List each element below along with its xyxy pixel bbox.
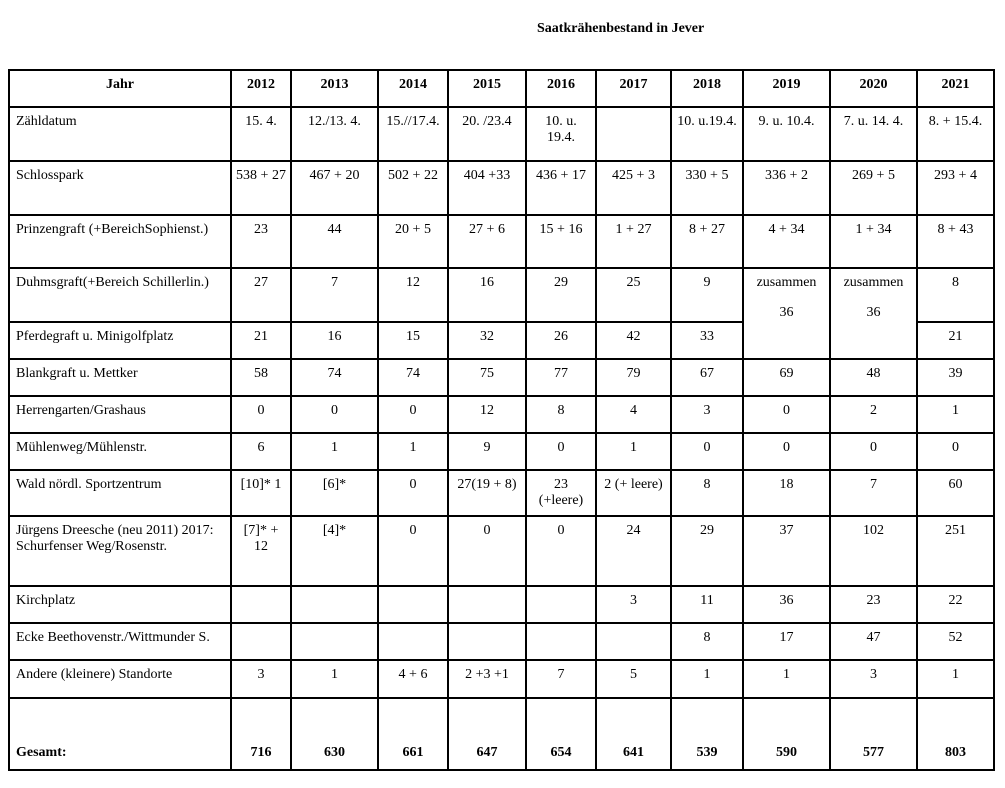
- table-cell: [596, 107, 671, 161]
- header-year: 2019: [743, 70, 830, 107]
- table-cell: 336 + 2: [743, 161, 830, 215]
- table-cell: 3: [596, 586, 671, 623]
- table-cell: 502 + 22: [378, 161, 448, 215]
- table-cell: 79: [596, 359, 671, 396]
- total-cell: 803: [917, 698, 994, 770]
- table-cell: [378, 623, 448, 660]
- table-cell: 15.//17.4.: [378, 107, 448, 161]
- table-cell: 24: [596, 516, 671, 586]
- total-cell: 641: [596, 698, 671, 770]
- merged-cell: [743, 268, 830, 359]
- table-cell: [526, 623, 596, 660]
- table-cell: 20 + 5: [378, 215, 448, 269]
- table-cell: 12./13. 4.: [291, 107, 378, 161]
- table-cell: 74: [378, 359, 448, 396]
- table-row: [9, 470, 994, 515]
- header-year: 2015: [448, 70, 526, 107]
- table-cell: 404 +33: [448, 161, 526, 215]
- table-cell: [4]*: [291, 516, 378, 586]
- table-cell: 17: [743, 623, 830, 660]
- table-cell: 29: [526, 268, 596, 322]
- table-cell: [7]* + 12: [231, 516, 291, 586]
- table-cell: 27(19 + 8): [448, 470, 526, 515]
- table-cell: 2 +3 +1: [448, 660, 526, 697]
- total-cell: 647: [448, 698, 526, 770]
- page-title: Saatkrähenbestand in Jever: [537, 21, 705, 36]
- table-cell: 26: [526, 322, 596, 359]
- table-cell: 20. /23.4: [448, 107, 526, 161]
- table-cell: 0: [448, 516, 526, 586]
- table-cell: 8: [671, 470, 743, 515]
- table-cell: 0: [231, 396, 291, 433]
- total-cell: 716: [231, 698, 291, 770]
- table-cell: 44: [291, 215, 378, 269]
- table-cell: 0: [830, 433, 917, 470]
- table-row: [9, 433, 994, 470]
- table-cell: 1: [596, 433, 671, 470]
- row-label: Zähldatum: [9, 107, 231, 161]
- row-label: Ecke Beethovenstr./Wittmunder S.: [9, 623, 231, 660]
- row-label: Mühlenweg/Mühlenstr.: [9, 433, 231, 470]
- table-cell: 1: [291, 660, 378, 697]
- table-cell: [291, 586, 378, 623]
- table-cell: 3: [671, 396, 743, 433]
- row-label: Wald nördl. Sportzentrum: [9, 470, 231, 515]
- total-cell: 590: [743, 698, 830, 770]
- table-cell: 0: [743, 433, 830, 470]
- table-cell: 21: [917, 322, 994, 359]
- table-cell: 12: [448, 396, 526, 433]
- table-cell: 0: [743, 396, 830, 433]
- table-cell: 0: [917, 433, 994, 470]
- table-cell: 7. u. 14. 4.: [830, 107, 917, 161]
- table-cell: 7: [291, 268, 378, 322]
- row-label: Kirchplatz: [9, 586, 231, 623]
- header-year: 2016: [526, 70, 596, 107]
- table-cell: 8: [917, 268, 994, 322]
- merged-value: 36: [779, 305, 794, 321]
- table-cell: 8 + 27: [671, 215, 743, 269]
- table-cell: 67: [671, 359, 743, 396]
- table-row: [9, 215, 994, 269]
- header-year: 2012: [231, 70, 291, 107]
- table-cell: 9. u. 10.4.: [743, 107, 830, 161]
- table-cell: 18: [743, 470, 830, 515]
- table-cell: 2 (+ leere): [596, 470, 671, 515]
- table-cell: 9: [671, 268, 743, 322]
- table-cell: 33: [671, 322, 743, 359]
- table-cell: 0: [291, 396, 378, 433]
- table-cell: 3: [231, 660, 291, 697]
- row-label: Pferdegraft u. Minigolfplatz: [9, 322, 231, 359]
- table-cell: [596, 623, 671, 660]
- merged-word: zusammen: [843, 275, 904, 291]
- total-cell: 577: [830, 698, 917, 770]
- total-cell: 539: [671, 698, 743, 770]
- table-cell: 25: [596, 268, 671, 322]
- table-cell: 27 + 6: [448, 215, 526, 269]
- table-cell: 10. u.19.4.: [671, 107, 743, 161]
- table-cell: 2: [830, 396, 917, 433]
- table-cell: 1: [378, 433, 448, 470]
- table-cell: 1 + 27: [596, 215, 671, 269]
- header-year: 2014: [378, 70, 448, 107]
- table-cell: 74: [291, 359, 378, 396]
- table-row: [9, 268, 994, 322]
- table-cell: 37: [743, 516, 830, 586]
- table-cell: 77: [526, 359, 596, 396]
- header-year: 2018: [671, 70, 743, 107]
- table-cell: 15. 4.: [231, 107, 291, 161]
- table-row: [9, 516, 994, 586]
- table-cell: 16: [448, 268, 526, 322]
- table-row: [9, 623, 994, 660]
- merged-cell: [830, 268, 917, 359]
- table-cell: 22: [917, 586, 994, 623]
- table-cell: 52: [917, 623, 994, 660]
- table-cell: 4: [596, 396, 671, 433]
- merged-value: 36: [866, 305, 881, 321]
- row-label: Schlosspark: [9, 161, 231, 215]
- table-cell: [10]* 1: [231, 470, 291, 515]
- table-cell: 0: [378, 516, 448, 586]
- table-cell: 32: [448, 322, 526, 359]
- table-cell: 293 + 4: [917, 161, 994, 215]
- table-cell: 27: [231, 268, 291, 322]
- table-cell: 0: [526, 433, 596, 470]
- table-cell: 3: [830, 660, 917, 697]
- table-cell: 8. + 15.4.: [917, 107, 994, 161]
- table-cell: 1: [743, 660, 830, 697]
- table-cell: 15: [378, 322, 448, 359]
- table-cell: 8: [671, 623, 743, 660]
- table-cell: 8: [526, 396, 596, 433]
- total-cell: 661: [378, 698, 448, 770]
- table-cell: 29: [671, 516, 743, 586]
- table-cell: 1: [291, 433, 378, 470]
- table-cell: 11: [671, 586, 743, 623]
- table-cell: 4 + 6: [378, 660, 448, 697]
- total-row: [9, 698, 994, 770]
- table-cell: 6: [231, 433, 291, 470]
- table-cell: 75: [448, 359, 526, 396]
- row-label: Prinzengraft (+BereichSophienst.): [9, 215, 231, 269]
- table-cell: 1: [917, 396, 994, 433]
- table-row: [9, 359, 994, 396]
- table-cell: 36: [743, 586, 830, 623]
- data-table: [8, 69, 995, 771]
- table-cell: 425 + 3: [596, 161, 671, 215]
- table-cell: 39: [917, 359, 994, 396]
- table-cell: 0: [671, 433, 743, 470]
- header-year: 2013: [291, 70, 378, 107]
- table-cell: 48: [830, 359, 917, 396]
- table-cell: 10. u. 19.4.: [526, 107, 596, 161]
- table-row: [9, 396, 994, 433]
- merged-word: zusammen: [756, 275, 817, 291]
- row-label: Jürgens Dreesche (neu 2011) 2017: Schurfenser Weg/Rosenstr.: [9, 516, 231, 586]
- row-label: Duhmsgraft(+Bereich Schillerlin.): [9, 268, 231, 322]
- row-label: Herrengarten/Grashaus: [9, 396, 231, 433]
- table-cell: [448, 623, 526, 660]
- total-label: Gesamt:: [9, 698, 231, 770]
- total-cell: 630: [291, 698, 378, 770]
- table-cell: [231, 586, 291, 623]
- header-jahr: Jahr: [9, 70, 231, 107]
- table-cell: 8 + 43: [917, 215, 994, 269]
- table-cell: 467 + 20: [291, 161, 378, 215]
- table-cell: 538 + 27: [231, 161, 291, 215]
- table-cell: [526, 586, 596, 623]
- table-cell: 1: [917, 660, 994, 697]
- table-cell: 5: [596, 660, 671, 697]
- table-cell: [231, 623, 291, 660]
- row-label: Andere (kleinere) Standorte: [9, 660, 231, 697]
- table-cell: 16: [291, 322, 378, 359]
- header-year: 2021: [917, 70, 994, 107]
- table-cell: 330 + 5: [671, 161, 743, 215]
- table-cell: [448, 586, 526, 623]
- table-cell: 102: [830, 516, 917, 586]
- table-row: [9, 660, 994, 697]
- table-cell: 7: [526, 660, 596, 697]
- table-cell: 58: [231, 359, 291, 396]
- table-cell: 9: [448, 433, 526, 470]
- table-cell: 42: [596, 322, 671, 359]
- table-cell: 436 + 17: [526, 161, 596, 215]
- table-cell: 23 (+leere): [526, 470, 596, 515]
- table-cell: [291, 623, 378, 660]
- table-row: [9, 586, 994, 623]
- table-cell: 1 + 34: [830, 215, 917, 269]
- table-row: [9, 107, 994, 161]
- table-cell: [6]*: [291, 470, 378, 515]
- table-cell: 12: [378, 268, 448, 322]
- table-cell: 23: [830, 586, 917, 623]
- table-cell: 0: [526, 516, 596, 586]
- header-year: 2020: [830, 70, 917, 107]
- table-cell: 251: [917, 516, 994, 586]
- header-row: [9, 70, 994, 107]
- row-label: Blankgraft u. Mettker: [9, 359, 231, 396]
- table-cell: 4 + 34: [743, 215, 830, 269]
- table-cell: 47: [830, 623, 917, 660]
- table-cell: 1: [671, 660, 743, 697]
- table-cell: 269 + 5: [830, 161, 917, 215]
- header-year: 2017: [596, 70, 671, 107]
- table-cell: 60: [917, 470, 994, 515]
- table-cell: 15 + 16: [526, 215, 596, 269]
- table-row: [9, 161, 994, 215]
- table-cell: 0: [378, 470, 448, 515]
- table-cell: [378, 586, 448, 623]
- table-cell: 0: [378, 396, 448, 433]
- table-cell: 21: [231, 322, 291, 359]
- total-cell: 654: [526, 698, 596, 770]
- table-cell: 69: [743, 359, 830, 396]
- table-cell: 7: [830, 470, 917, 515]
- table-cell: 23: [231, 215, 291, 269]
